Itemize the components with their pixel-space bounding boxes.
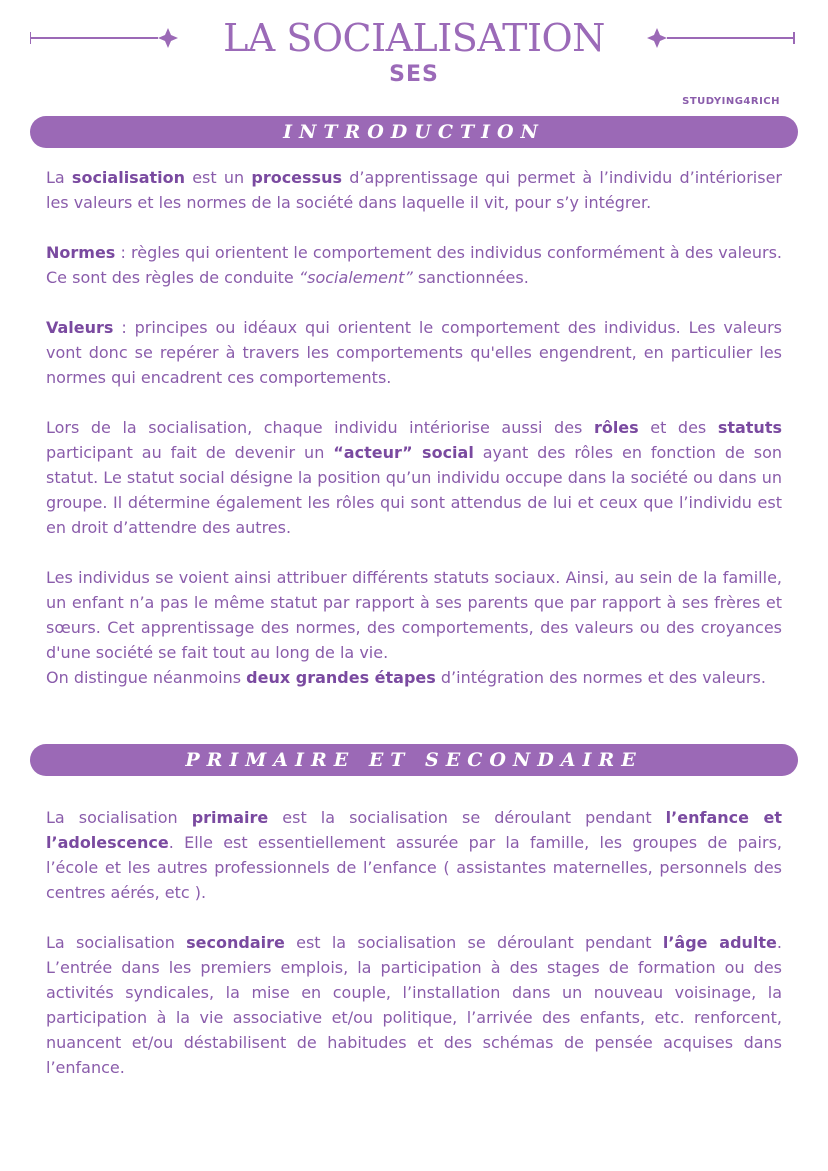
author-handle: STUDYING4RICH [682, 96, 780, 107]
page-subtitle: SES [389, 62, 439, 87]
paragraph-socialisation-secondaire: La socialisation secondaire est la socialisation se déroulant pendant l’âge adulte. L’entrée dans les premiers emplois, la participation à des stages de formation ou des activités syndicales, la mise en couple, l’installation dans un nouveau voisinage, la participation à la vie associative et/ou politique, l’arrivée des enfants, etc. renforcent, nuancent et/ou déstabilisent de habitudes et des schémas de pensée acquises dans l’enfance. [46, 933, 783, 1077]
intro-paragraph-normes: Normes : règles qui orientent le comportement des individus conformément à des valeurs. Ce sont des règles de conduite “socialement” sanctionnées. [46, 243, 782, 287]
paragraph-socialisation-primaire: La socialisation primaire est la socialisation se déroulant pendant l’enfance et l’adolescence. Elle est essentiellement assurée par la famille, les groupes de pairs, l’école et les autres professionnels de l’enfance ( assistantes maternelles, personnels des centres aérés, etc ). [46, 808, 782, 902]
intro-paragraph-valeurs: Valeurs : principes ou idéaux qui orientent le comportement des individus. Les valeurs vont donc se repérer à travers les comportements qu'elles engendrent, en particulier les normes qui encadrent ces comportements. [46, 318, 782, 387]
intro-paragraph-definition: La socialisation est un processus d’apprentissage qui permet à l’individu d’intérioriser les valeurs et les normes de la société dans laquelle il vit, pour s’y intégrer. [46, 168, 782, 212]
intro-paragraph-statuts-sociaux: Les individus se voient ainsi attribuer différents statuts sociaux. Ainsi, au sein de la famille, un enfant n’a pas le même statut par rapport à ses parents que par rapport à ses frères et sœurs. Cet apprentissage des normes, des comportements, des valeurs ou des croyances d'une société se fait tout au long de la vie. On distingue néanmoins deux grandes étapes d’intégration des normes et des valeurs. [46, 568, 782, 687]
page-header [0, 14, 828, 64]
page-title: LA SOCIALISATION [223, 16, 605, 60]
section-heading-introduction: INTRODUCTION [30, 116, 798, 148]
section-heading-primaire-secondaire: PRIMAIRE ET SECONDAIRE [30, 744, 798, 776]
sparkle-star-icon [645, 28, 795, 48]
intro-paragraph-roles-statuts: Lors de la socialisation, chaque individu intériorise aussi des rôles et des statuts participant au fait de devenir un “acteur” social ayant des rôles en fonction de son statut. Le statut social désigne la position qu’un individu occupe dans la société ou dans un groupe. Il détermine également les rôles qui sont attendus de lui et ceux que l’individu est en droit d’attendre des autres. [46, 418, 783, 537]
